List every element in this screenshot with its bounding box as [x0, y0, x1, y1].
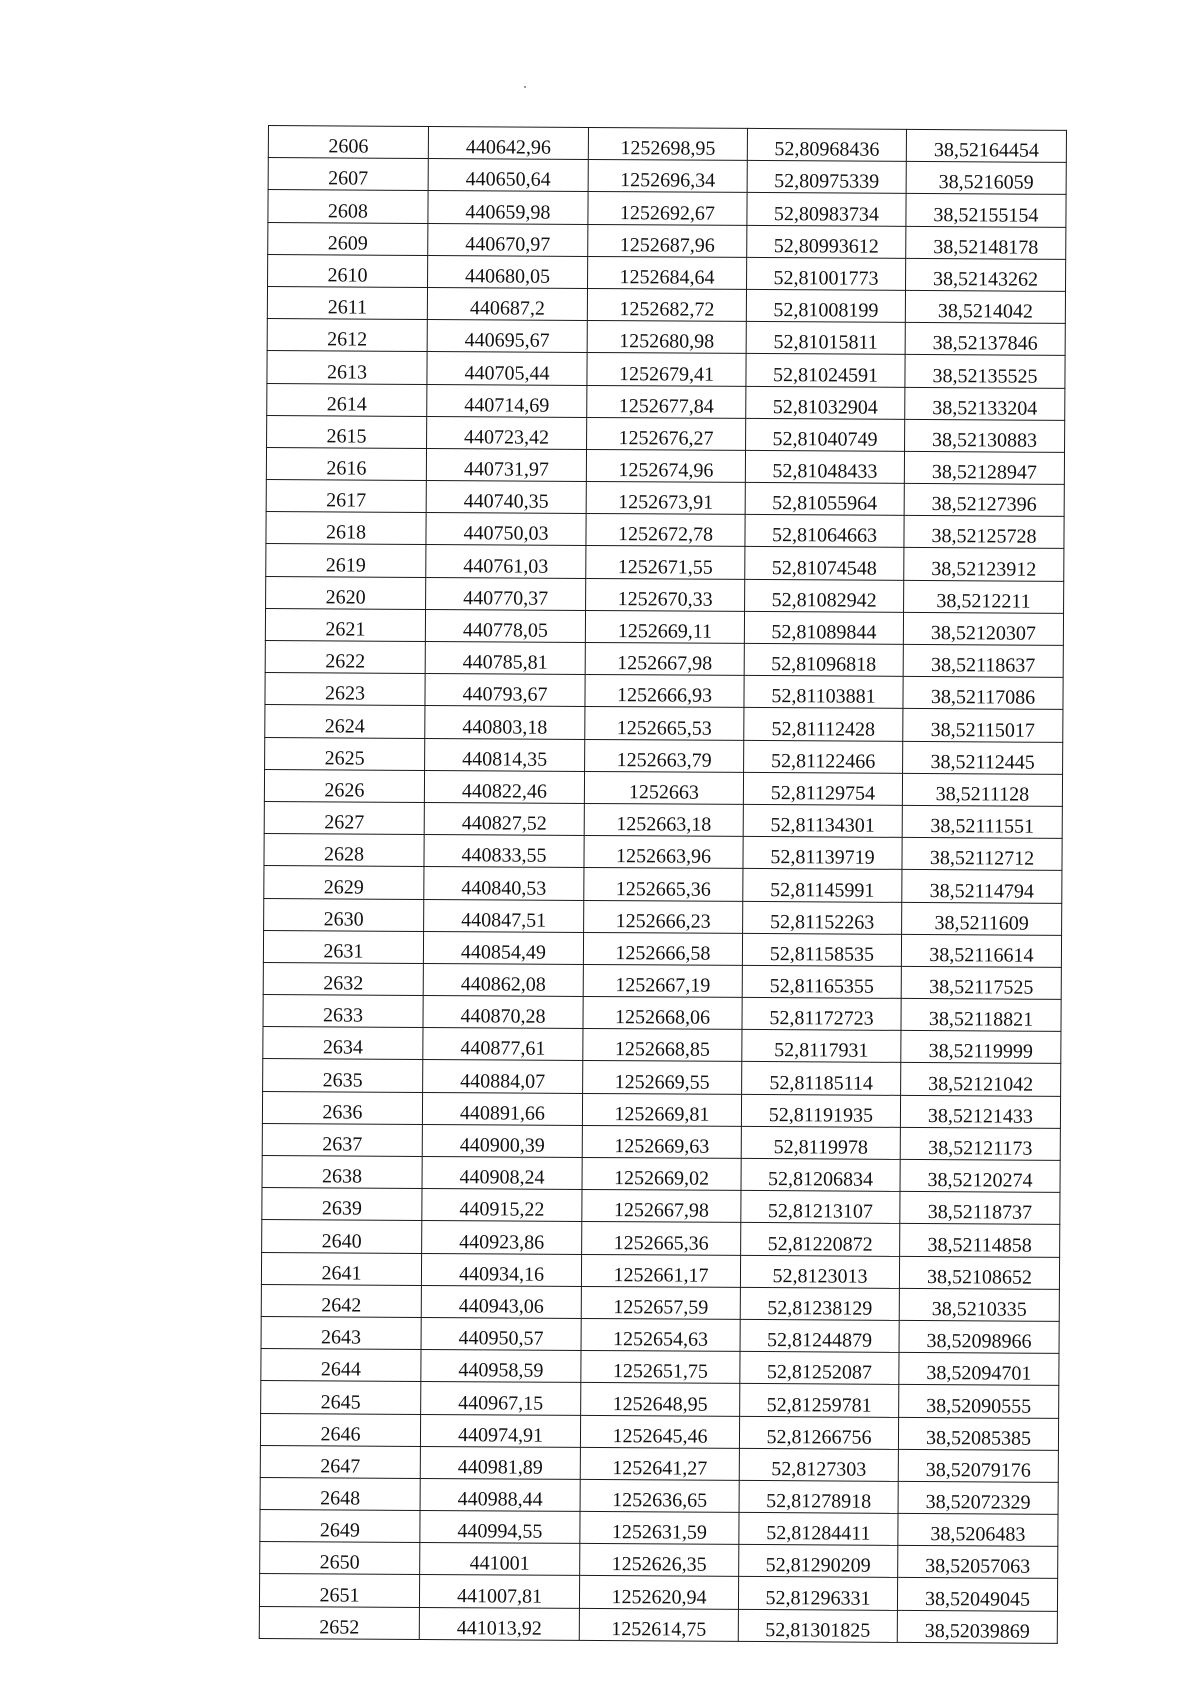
latitude-cell: 52,81001773: [747, 257, 906, 290]
table-row: [260, 1542, 1058, 1579]
table-row: [268, 222, 1066, 259]
table-row: [265, 673, 1063, 710]
y-coordinate-cell: 1252696,34: [588, 160, 747, 193]
y-coordinate-cell: 1252636,65: [580, 1479, 739, 1512]
point-number-cell: 2651: [259, 1574, 419, 1607]
x-coordinate-cell: 440740,35: [426, 481, 586, 514]
latitude-cell: 52,81074548: [745, 547, 904, 580]
table-row: [265, 608, 1063, 645]
latitude-cell: 52,81301825: [738, 1609, 897, 1642]
table-row: [266, 576, 1064, 613]
table-row: [263, 1059, 1061, 1096]
longitude-cell: 38,52116614: [901, 934, 1061, 967]
point-number-cell: 2606: [268, 126, 428, 159]
x-coordinate-cell: 440659,98: [428, 191, 588, 224]
x-coordinate-cell: 440642,96: [428, 126, 588, 159]
latitude-cell: 52,81259781: [740, 1384, 899, 1417]
latitude-cell: 52,80968436: [747, 128, 906, 161]
longitude-cell: 38,52137846: [905, 323, 1065, 356]
y-coordinate-cell: 1252669,02: [582, 1157, 741, 1190]
point-number-cell: 2616: [266, 447, 426, 480]
point-number-cell: 2637: [262, 1123, 422, 1156]
x-coordinate-cell: 440680,05: [428, 255, 588, 288]
latitude-cell: 52,81112428: [744, 708, 903, 741]
table-row: [261, 1381, 1059, 1418]
y-coordinate-cell: 1252651,75: [581, 1351, 740, 1384]
point-number-cell: 2615: [267, 415, 427, 448]
y-coordinate-cell: 1252677,84: [587, 385, 746, 418]
latitude-cell: 52,81145991: [743, 869, 902, 902]
y-coordinate-cell: 1252692,67: [588, 192, 747, 225]
x-coordinate-cell: 440847,51: [424, 899, 584, 932]
point-number-cell: 2629: [264, 866, 424, 899]
y-coordinate-cell: 1252620,94: [579, 1576, 738, 1609]
table-row: [266, 447, 1064, 484]
x-coordinate-cell: 440934,16: [421, 1253, 581, 1286]
latitude-cell: 52,81089844: [744, 611, 903, 644]
y-coordinate-cell: 1252672,78: [586, 514, 745, 547]
point-number-cell: 2607: [268, 158, 428, 191]
x-coordinate-cell: 440950,57: [421, 1317, 581, 1350]
latitude-cell: 52,80975339: [747, 161, 906, 194]
y-coordinate-cell: 1252679,41: [587, 353, 746, 386]
x-coordinate-cell: 440994,55: [420, 1511, 580, 1544]
longitude-cell: 38,52125728: [904, 516, 1064, 549]
latitude-cell: 52,80983734: [747, 193, 906, 226]
coordinate-table: [259, 125, 1067, 1644]
x-coordinate-cell: 440967,15: [421, 1382, 581, 1415]
table-row: [259, 1574, 1057, 1611]
y-coordinate-cell: 1252698,95: [588, 127, 747, 160]
x-coordinate-cell: 440988,44: [420, 1478, 580, 1511]
latitude-cell: 52,81213107: [741, 1191, 900, 1224]
latitude-cell: 52,81185114: [742, 1062, 901, 1095]
x-coordinate-cell: 440862,08: [423, 963, 583, 996]
y-coordinate-cell: 1252654,63: [581, 1318, 740, 1351]
x-coordinate-cell: 440958,59: [421, 1350, 581, 1383]
point-number-cell: 2621: [265, 608, 425, 641]
x-coordinate-cell: 440731,97: [426, 448, 586, 481]
table-row: [264, 898, 1062, 935]
latitude-cell: 52,8117931: [742, 1030, 901, 1063]
latitude-cell: 52,81165355: [742, 965, 901, 998]
table-row: [266, 544, 1064, 581]
point-number-cell: 2625: [265, 737, 425, 770]
longitude-cell: 38,5216059: [906, 162, 1066, 195]
longitude-cell: 38,52085385: [898, 1417, 1058, 1450]
x-coordinate-cell: 440923,86: [422, 1221, 582, 1254]
longitude-cell: 38,52133204: [905, 387, 1065, 420]
y-coordinate-cell: 1252657,59: [581, 1286, 740, 1319]
point-number-cell: 2648: [260, 1477, 420, 1510]
latitude-cell: 52,81129754: [743, 772, 902, 805]
x-coordinate-cell: 440714,69: [427, 384, 587, 417]
point-number-cell: 2633: [263, 995, 423, 1028]
latitude-cell: 52,81139719: [743, 837, 902, 870]
latitude-cell: 52,8127303: [739, 1448, 898, 1481]
point-number-cell: 2627: [264, 801, 424, 834]
y-coordinate-cell: 1252669,11: [585, 610, 744, 643]
y-coordinate-cell: 1252665,53: [585, 707, 744, 740]
point-number-cell: 2622: [265, 640, 425, 673]
y-coordinate-cell: 1252680,98: [587, 321, 746, 354]
table-row: [264, 801, 1062, 838]
point-number-cell: 2609: [268, 222, 428, 255]
x-coordinate-cell: 440670,97: [428, 223, 588, 256]
table-row: [261, 1316, 1059, 1353]
longitude-cell: 38,52079176: [898, 1449, 1058, 1482]
longitude-cell: 38,52057063: [898, 1546, 1058, 1579]
table-row: [261, 1284, 1059, 1321]
point-number-cell: 2632: [263, 962, 423, 995]
latitude-cell: 52,81064663: [745, 515, 904, 548]
longitude-cell: 38,52119999: [901, 1031, 1061, 1064]
y-coordinate-cell: 1252684,64: [588, 256, 747, 289]
point-number-cell: 2634: [263, 1027, 423, 1060]
table-row: [267, 383, 1065, 420]
latitude-cell: 52,81191935: [741, 1094, 900, 1127]
longitude-cell: 38,52143262: [906, 258, 1066, 291]
table-row: [265, 705, 1063, 742]
latitude-cell: 52,81238129: [740, 1287, 899, 1320]
table-row: [267, 415, 1065, 452]
table-row: [266, 480, 1064, 517]
longitude-cell: 38,5210335: [899, 1288, 1059, 1321]
x-coordinate-cell: 440778,05: [425, 609, 585, 642]
longitude-cell: 38,52112445: [903, 741, 1063, 774]
x-coordinate-cell: 440854,49: [423, 931, 583, 964]
y-coordinate-cell: 1252665,36: [584, 868, 743, 901]
table-row: [267, 319, 1065, 356]
point-number-cell: 2631: [263, 930, 423, 963]
x-coordinate-cell: 440803,18: [425, 706, 585, 739]
latitude-cell: 52,81220872: [741, 1223, 900, 1256]
x-coordinate-cell: 440723,42: [427, 416, 587, 449]
y-coordinate-cell: 1252671,55: [586, 546, 745, 579]
point-number-cell: 2628: [264, 834, 424, 867]
y-coordinate-cell: 1252682,72: [587, 288, 746, 321]
y-coordinate-cell: 1252669,81: [582, 1093, 741, 1126]
longitude-cell: 38,52127396: [904, 483, 1064, 516]
longitude-cell: 38,52090555: [899, 1385, 1059, 1418]
longitude-cell: 38,52072329: [898, 1481, 1058, 1514]
point-number-cell: 2641: [261, 1252, 421, 1285]
point-number-cell: 2617: [266, 480, 426, 513]
point-number-cell: 2646: [260, 1413, 420, 1446]
x-coordinate-cell: 441007,81: [419, 1575, 579, 1608]
table-row: [268, 158, 1066, 195]
table-row: [261, 1252, 1059, 1289]
x-coordinate-cell: 440814,35: [425, 738, 585, 771]
x-coordinate-cell: 440793,67: [425, 674, 585, 707]
longitude-cell: 38,52098966: [899, 1320, 1059, 1353]
longitude-cell: 38,52120274: [900, 1159, 1060, 1192]
point-number-cell: 2630: [264, 898, 424, 931]
x-coordinate-cell: 440822,46: [424, 770, 584, 803]
longitude-cell: 38,52117525: [901, 966, 1061, 999]
point-number-cell: 2650: [260, 1542, 420, 1575]
latitude-cell: 52,81040749: [746, 418, 905, 451]
y-coordinate-cell: 1252667,19: [583, 964, 742, 997]
y-coordinate-cell: 1252663: [584, 771, 743, 804]
table-row: [262, 1188, 1060, 1225]
y-coordinate-cell: 1252669,63: [582, 1125, 741, 1158]
longitude-cell: 38,52108652: [899, 1256, 1059, 1289]
table-row: [259, 1606, 1057, 1643]
point-number-cell: 2624: [265, 705, 425, 738]
x-coordinate-cell: 440915,22: [422, 1189, 582, 1222]
point-number-cell: 2635: [263, 1059, 423, 1092]
y-coordinate-cell: 1252645,46: [580, 1415, 739, 1448]
x-coordinate-cell: 440770,37: [426, 577, 586, 610]
longitude-cell: 38,52118821: [901, 998, 1061, 1031]
latitude-cell: 52,81158535: [742, 933, 901, 966]
longitude-cell: 38,52117086: [903, 677, 1063, 710]
y-coordinate-cell: 1252663,96: [584, 836, 743, 869]
latitude-cell: 52,8123013: [740, 1255, 899, 1288]
table-row: [266, 512, 1064, 549]
x-coordinate-cell: 440833,55: [424, 835, 584, 868]
longitude-cell: 38,5206483: [898, 1513, 1058, 1546]
table-row: [264, 866, 1062, 903]
latitude-cell: 52,81082942: [745, 579, 904, 612]
x-coordinate-cell: 440840,53: [424, 867, 584, 900]
latitude-cell: 52,81206834: [741, 1158, 900, 1191]
point-number-cell: 2645: [261, 1381, 421, 1414]
point-number-cell: 2649: [260, 1510, 420, 1543]
y-coordinate-cell: 1252661,17: [581, 1254, 740, 1287]
longitude-cell: 38,52114794: [902, 870, 1062, 903]
point-number-cell: 2611: [267, 286, 427, 319]
point-number-cell: 2647: [260, 1445, 420, 1478]
longitude-cell: 38,52123912: [904, 548, 1064, 581]
table-row: [263, 962, 1061, 999]
y-coordinate-cell: 1252648,95: [581, 1383, 740, 1416]
x-coordinate-cell: 441001: [420, 1543, 580, 1576]
table-row: [263, 995, 1061, 1032]
latitude-cell: 52,81172723: [742, 997, 901, 1030]
latitude-cell: 52,81252087: [740, 1352, 899, 1385]
y-coordinate-cell: 1252673,91: [586, 482, 745, 515]
x-coordinate-cell: 440870,28: [423, 996, 583, 1029]
latitude-cell: 52,81296331: [738, 1577, 897, 1610]
longitude-cell: 38,52118637: [903, 644, 1063, 677]
table-row: [262, 1091, 1060, 1128]
x-coordinate-cell: 440761,03: [426, 545, 586, 578]
x-coordinate-cell: 440908,24: [422, 1156, 582, 1189]
table-row: [263, 930, 1061, 967]
latitude-cell: 52,81278918: [739, 1480, 898, 1513]
latitude-cell: 52,80993612: [747, 225, 906, 258]
y-coordinate-cell: 1252666,23: [584, 900, 743, 933]
longitude-cell: 38,52118737: [900, 1192, 1060, 1225]
table-row: [268, 126, 1066, 163]
latitude-cell: 52,81266756: [739, 1416, 898, 1449]
x-coordinate-cell: 441013,92: [419, 1607, 579, 1640]
y-coordinate-cell: 1252641,27: [580, 1447, 739, 1480]
table-row: [268, 254, 1066, 291]
longitude-cell: 38,52135525: [905, 355, 1065, 388]
y-coordinate-cell: 1252674,96: [586, 449, 745, 482]
point-number-cell: 2610: [268, 254, 428, 287]
latitude-cell: 52,81134301: [743, 804, 902, 837]
point-number-cell: 2620: [266, 576, 426, 609]
point-number-cell: 2623: [265, 673, 425, 706]
y-coordinate-cell: 1252669,55: [583, 1061, 742, 1094]
point-number-cell: 2643: [261, 1316, 421, 1349]
x-coordinate-cell: 440884,07: [423, 1060, 583, 1093]
latitude-cell: 52,81152263: [743, 901, 902, 934]
table-row: [267, 351, 1065, 388]
longitude-cell: 38,52112712: [902, 838, 1062, 871]
y-coordinate-cell: 1252631,59: [580, 1511, 739, 1544]
table-row: [267, 286, 1065, 323]
table-row: [264, 834, 1062, 871]
longitude-cell: 38,52121173: [900, 1127, 1060, 1160]
longitude-cell: 38,52155154: [906, 194, 1066, 227]
coordinate-table-body: [259, 126, 1066, 1644]
table-row: [265, 640, 1063, 677]
latitude-cell: 52,81008199: [746, 289, 905, 322]
y-coordinate-cell: 1252687,96: [588, 224, 747, 257]
table-row: [260, 1477, 1058, 1514]
point-number-cell: 2652: [259, 1606, 419, 1639]
point-number-cell: 2608: [268, 190, 428, 223]
x-coordinate-cell: 440750,03: [426, 513, 586, 546]
y-coordinate-cell: 1252667,98: [585, 642, 744, 675]
x-coordinate-cell: 440900,39: [422, 1124, 582, 1157]
point-number-cell: 2618: [266, 512, 426, 545]
latitude-cell: 52,81122466: [744, 740, 903, 773]
x-coordinate-cell: 440981,89: [420, 1446, 580, 1479]
y-coordinate-cell: 1252668,85: [583, 1029, 742, 1062]
x-coordinate-cell: 440974,91: [420, 1414, 580, 1447]
y-coordinate-cell: 1252668,06: [583, 997, 742, 1030]
longitude-cell: 38,5212211: [904, 580, 1064, 613]
table-row: [263, 1027, 1061, 1064]
y-coordinate-cell: 1252666,58: [583, 932, 742, 965]
longitude-cell: 38,52049045: [897, 1578, 1057, 1611]
longitude-cell: 38,52039869: [897, 1610, 1057, 1643]
y-coordinate-cell: 1252614,75: [579, 1608, 738, 1641]
table-row: [261, 1349, 1059, 1386]
point-number-cell: 2626: [264, 769, 424, 802]
table-row: [260, 1510, 1058, 1547]
latitude-cell: 52,81055964: [745, 482, 904, 515]
longitude-cell: 38,52115017: [903, 709, 1063, 742]
x-coordinate-cell: 440785,81: [425, 641, 585, 674]
latitude-cell: 52,81015811: [746, 322, 905, 355]
x-coordinate-cell: 440891,66: [422, 1092, 582, 1125]
point-number-cell: 2619: [266, 544, 426, 577]
point-number-cell: 2640: [262, 1220, 422, 1253]
latitude-cell: 52,81290209: [739, 1545, 898, 1578]
latitude-cell: 52,81096818: [744, 643, 903, 676]
x-coordinate-cell: 440827,52: [424, 802, 584, 835]
x-coordinate-cell: 440943,06: [421, 1285, 581, 1318]
table-row: [260, 1413, 1058, 1450]
point-number-cell: 2614: [267, 383, 427, 416]
table-row: [260, 1445, 1058, 1482]
table-row: [262, 1220, 1060, 1257]
point-number-cell: 2639: [262, 1188, 422, 1221]
latitude-cell: 52,81284411: [739, 1512, 898, 1545]
y-coordinate-cell: 1252676,27: [587, 417, 746, 450]
point-number-cell: 2612: [267, 319, 427, 352]
longitude-cell: 38,5211609: [902, 902, 1062, 935]
longitude-cell: 38,52148178: [906, 226, 1066, 259]
longitude-cell: 38,52164454: [906, 129, 1066, 162]
longitude-cell: 38,5211128: [902, 773, 1062, 806]
table-row: [264, 769, 1062, 806]
x-coordinate-cell: 440705,44: [427, 352, 587, 385]
longitude-cell: 38,52120307: [903, 612, 1063, 645]
latitude-cell: 52,81244879: [740, 1319, 899, 1352]
latitude-cell: 52,81024591: [746, 354, 905, 387]
y-coordinate-cell: 1252626,35: [580, 1544, 739, 1577]
latitude-cell: 52,81103881: [744, 676, 903, 709]
y-coordinate-cell: 1252663,79: [585, 739, 744, 772]
table-row: [265, 737, 1063, 774]
longitude-cell: 38,52130883: [905, 419, 1065, 452]
longitude-cell: 38,52121042: [901, 1063, 1061, 1096]
y-coordinate-cell: 1252665,36: [582, 1222, 741, 1255]
latitude-cell: 52,81048433: [745, 450, 904, 483]
y-coordinate-cell: 1252663,18: [584, 803, 743, 836]
point-number-cell: 2638: [262, 1155, 422, 1188]
latitude-cell: 52,8119978: [741, 1126, 900, 1159]
point-number-cell: 2644: [261, 1349, 421, 1382]
longitude-cell: 38,52121433: [900, 1095, 1060, 1128]
x-coordinate-cell: 440687,2: [427, 287, 587, 320]
x-coordinate-cell: 440877,61: [423, 1028, 583, 1061]
x-coordinate-cell: 440650,64: [428, 159, 588, 192]
y-coordinate-cell: 1252670,33: [586, 578, 745, 611]
longitude-cell: 38,52094701: [899, 1353, 1059, 1386]
y-coordinate-cell: 1252666,93: [585, 675, 744, 708]
y-coordinate-cell: 1252667,98: [582, 1190, 741, 1223]
longitude-cell: 38,52114858: [900, 1224, 1060, 1257]
table-row: [268, 190, 1066, 227]
table-row: [262, 1123, 1060, 1160]
x-coordinate-cell: 440695,67: [427, 320, 587, 353]
table-row: [262, 1155, 1060, 1192]
longitude-cell: 38,52128947: [904, 451, 1064, 484]
point-number-cell: 2613: [267, 351, 427, 384]
point-number-cell: 2636: [262, 1091, 422, 1124]
longitude-cell: 38,5214042: [905, 290, 1065, 323]
point-number-cell: 2642: [261, 1284, 421, 1317]
scan-speck: [524, 86, 526, 88]
latitude-cell: 52,81032904: [746, 386, 905, 419]
longitude-cell: 38,52111551: [902, 805, 1062, 838]
